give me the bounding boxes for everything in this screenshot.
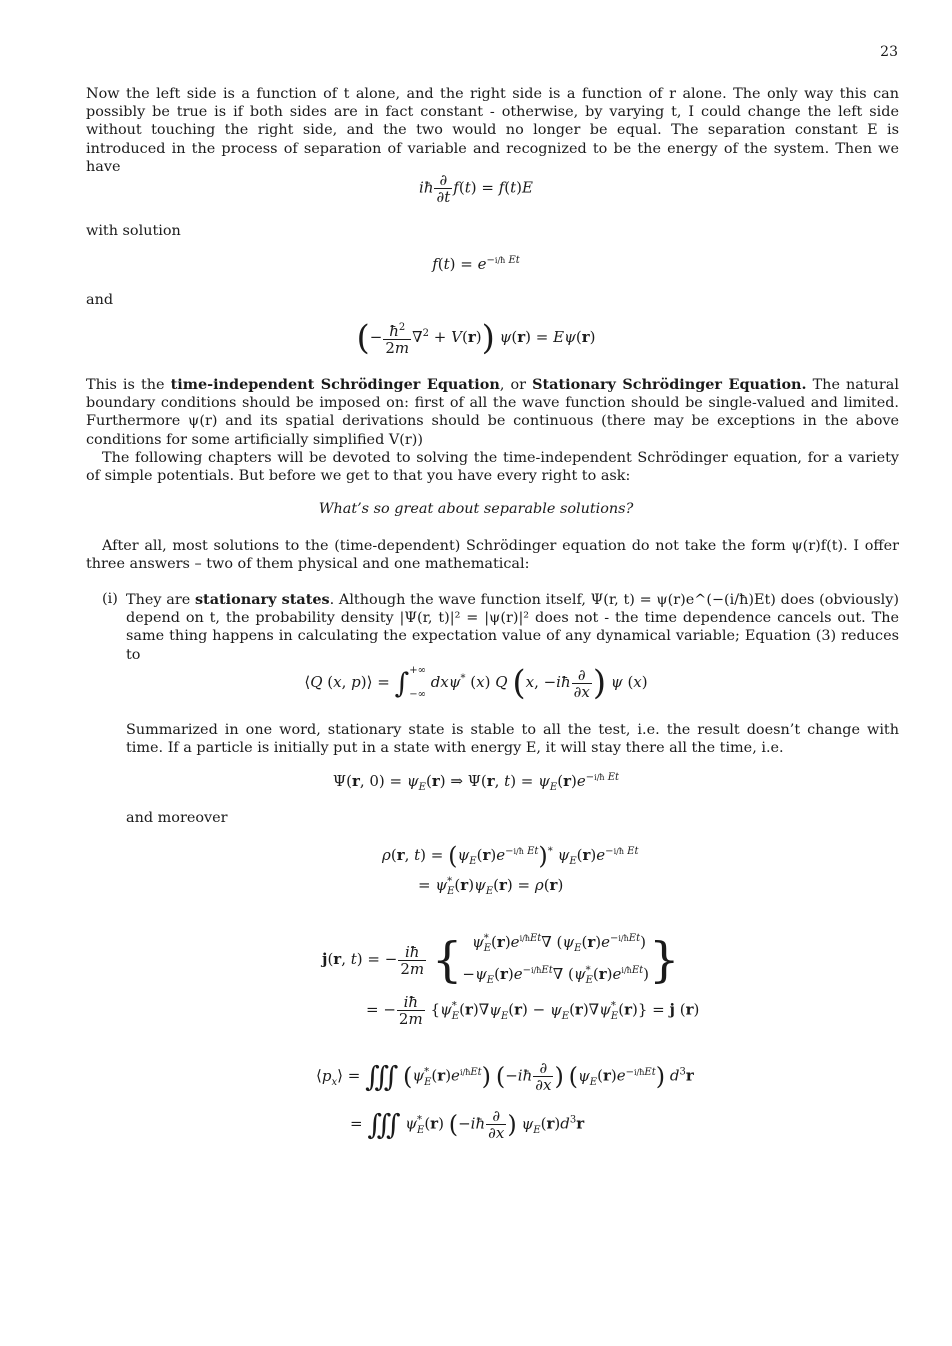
equation-density-line1: ρ(r, $t) = (\psi_E(r)e^{-i/ħ Et})^*$ $\psi_E(r)e^{-i/ħ Et}$ [382,842,639,870]
with-solution-text: with solution [86,223,181,239]
item-label: (i) [102,591,118,607]
paragraph-separation: Now the left side is a function of t alone, and the right side is a function of r alone. The only way this can possibly be true is if both sides are in fact constant - otherwise, by varying t, I could change the left side without touching the right side, and the two would no longer be equal. The separation constant E is introduced in the process of separation of variable and recognized to be the energy of the system. Then we have [86,86,899,175]
equation-time-part: iħ $\frac{\partial}{\partial t}$ f(t) = f(t)E [419,171,533,206]
equation-expectation-value: ⟨Q (x, p)⟩ = ∫ +∞ −∞ dxψ* (x) Q (x, −iħ $\frac{\partial}{\partial x}$ ) ψ (x) [304,663,648,703]
equation-density-line2: = $\psi^*_E(r)\psi_E(r) = \rho(r)$ [418,876,564,897]
and-moreover-text: and moreover [126,810,228,826]
equation-stationary-schrodinger: (− $\frac{ħ^2}{2m}$ ∇$^2$ + V(r)) ψ(r) = Eψ(r) [356,318,596,358]
equation-current-line1: j(r, t) = − $\frac{iħ}{2m}$ { $\psi^*_E(r)e^{i/ħEt}\nabla$ $(\psi_E(r)e^{-i/ħEt})$ $-\psi_E(r)e^{-i/ħEt}\nabla$ $(\psi^*_E(r)e^{i/ħEt})$ } [322,932,680,988]
equation-momentum-line2: = ∭ $\psi^*_E(r)$ (−iħ $\frac{\partial}{\partial x}$ ) $\psi_E(r)d^3r$ [350,1107,585,1142]
equation-time-solution: $f(t) = e^{-i/ħ Et}$ [432,255,520,273]
paragraph-following-chapters: The following chapters will be devoted to solving the time-independent Schrödinger equation, for a variety of simple potentials. But before we get to that you have every right to ask: [86,450,899,485]
page-number: 23 [880,44,898,60]
and-text: and [86,292,114,308]
item-stationary-states: They are stationary states. Although the wave function itself, Ψ(r, t) = ψ(r)e^(−(i/ħ)Et) does (obviously) depend on t, the probability density |Ψ(r, t)|² = |ψ(r)|² does not - the time dependence cancels out. The same thing happens in calculating the expectation value of any dynamical variable; Equation (3) reduces to [126,591,899,663]
equation-initial-state: Ψ(r, $0) = \psi_E(r)$ ⇒ Ψ(r, $t) = \psi_E(r)e^{-i/ħ Et}$ [332,772,620,793]
question-separable: What’s so great about separable solutions? [318,501,634,517]
equation-current-line2: = − $\frac{iħ}{2m}$ $\{\psi^*_E(r)\nabla\psi_E(r) - \psi_E(r)\nabla\psi^*_E(r)\} = j$ (r) [366,993,700,1028]
equation-momentum-line1: $⟨p_x⟩$ = ∭ $(\psi^*_E(r)e^{i/ħEt})$ (−iħ $\frac{\partial}{\partial x}$ ) $(\psi_E(r)e^{-i/ħEt})$ $d^3r$ [316,1059,694,1094]
paragraph-summarized: Summarized in one word, stationary state is stable to all the test, i.e. the result doesn’t change with time. If a particle is initially put in a state with energy E, it will stay there all the time, i.e. [126,722,899,757]
paragraph-three-answers: After all, most solutions to the (time-dependent) Schrödinger equation do not take the form ψ(r)f(t). I offer three answers – two of them physical and one mathematical: [86,538,899,573]
paragraph-time-independent: This is the time-independent Schrödinger Equation, or Stationary Schrödinger Equation. The natural boundary conditions should be imposed on: first of all the wave function should be single-valued and limited. Furthermore ψ(r) and its spatial derivations should be continuous (there may be exceptions in the above conditions for some artificially simplified V(r)) [86,376,899,448]
